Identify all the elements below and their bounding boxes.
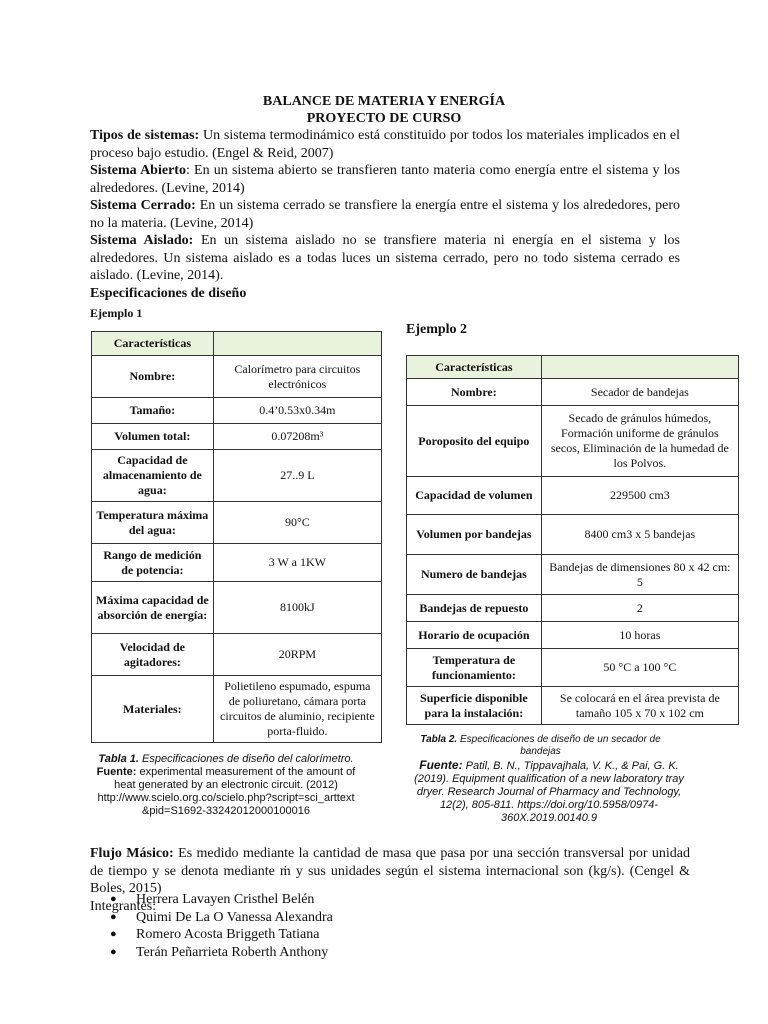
table-header-cell: Características [92,332,214,356]
document-title: BALANCE DE MATERIA Y ENERGÍA [262,94,506,109]
row-value: 3 W a 1KW [213,544,381,582]
table-row [407,687,739,725]
ejemplo1-heading: Ejemplo 1 [90,306,143,320]
def-abierto-text: : En un sistema abierto se transfieren tanto materia como energía entre el sistema y los alrededores. (Levine, 2014) [90,163,680,196]
row-key: Poroposito del equipo [407,406,542,477]
def-tipos-label: Tipos de sistemas: [90,128,200,143]
table-row [407,595,739,622]
fuente-label: Fuente: [96,766,137,778]
row-value: 8100kJ [213,582,381,634]
table-row [407,555,739,595]
row-key: Velocidad de agitadores: [92,634,214,676]
table-row [92,582,382,634]
row-value: 90°C [213,502,381,544]
row-value: Secado de gránulos húmedos, Formación uniforme de gránulos secos, Eliminación de la humedad de los Polvos. [541,406,738,477]
table-row [407,379,739,406]
caption-label: Tabla 1. [98,753,139,765]
row-key: Tamaño: [92,398,214,424]
table-row [92,424,382,450]
row-key: Materiales: [92,676,214,743]
flujo-text: Es medido mediante la cantidad de masa que pasa por una sección transversal por unidad de tiempo y se denota mediante ṁ y sus unidades según el sistema internacional son (kg/s). (Cengel & Boles, 2015) [90,846,690,896]
fuente-label: Fuente: [419,758,463,772]
row-value: 8400 cm3 x 5 bandejas [541,515,738,555]
row-key: Máxima capacidad de absorción de energía: [92,582,214,634]
row-key: Temperatura máxima del agua: [92,502,214,544]
table-header-cell: Características [407,356,542,379]
table-header-row [92,332,382,356]
row-value: Polietileno espumado, espuma de poliuretano, cámara porta circuitos de aluminio, recipiente porta-fluido. [213,676,381,743]
row-value: 0.07208m³ [213,424,381,450]
row-key: Numero de bandejas [407,555,542,595]
def-aislado-label: Sistema Aislado: [90,233,194,248]
table-row [407,406,739,477]
ejemplo2-table [406,355,739,725]
row-key: Capacidad de volumen [407,477,542,515]
row-value: 0.4’0.53x0.34m [213,398,381,424]
fuente-text: experimental measurement of the amount of heat generated by an electronic circuit. (2012) http://www.scielo.org.co/scielo.php?script=sci_arttext &pid=S1692-33242012000100016 [97,766,356,817]
row-value: 50 °C a 100 °C [541,649,738,687]
caption-label: Tabla 2. [420,734,458,745]
caption-text: Especificaciones de diseño del calorímetro. [138,753,354,765]
def-cerrado-text: En un sistema cerrado se transfiere la energía entre el sistema y los alrededores, pero no la materia. (Levine, 2014) [90,198,680,231]
row-value: 2 [541,595,738,622]
table-row [92,356,382,398]
flujo-label: Flujo Másico: [90,846,174,861]
table-row [407,622,739,649]
ejemplo1-table [91,331,382,743]
table-row [407,515,739,555]
def-cerrado-label: Sistema Cerrado: [90,198,196,213]
table-row [92,676,382,743]
definitions-block [90,127,680,302]
ejemplo1-caption [86,753,366,818]
document-subtitle: PROYECTO DE CURSO [306,111,462,126]
table-row [92,544,382,582]
row-key: Temperatura de funcionamiento: [407,649,542,687]
row-value: Secador de bandejas [541,379,738,406]
row-value: 27..9 L [213,450,381,502]
ejemplo2-fuente [404,759,694,825]
row-key: Volumen total: [92,424,214,450]
integrantes-label: Integrantes: [90,898,157,914]
def-aislado [90,232,680,285]
row-key: Horario de ocupación [407,622,542,649]
row-key: Rango de medición de potencia: [92,544,214,582]
table-row [92,634,382,676]
fuente-text: Patil, B. N., Tippavajhala, V. K., & Pai, G. K. (2019). Equipment qualification of a new laboratory tray dryer. Research Journal of Pharmacy and Technology, 12(2), 805-811. https://doi.org/10.5958/0974-360X.2019.00140.9 [414,760,684,824]
list-item: ● Romero Acosta Briggeth Tatiana [110,926,333,944]
section-heading-especificaciones: Especificaciones de diseño [90,285,247,301]
row-value: Se colocará en el área prevista de tamaño 105 x 70 x 102 cm [541,687,738,725]
def-aislado-text: En un sistema aislado no se transfiere materia ni energía en el sistema y los alrededores. Un sistema aislado es a todas luces un sistema cerrado, pero no todo sistema cerrado es aislado. (Levine, 2014). [90,233,680,283]
list-item: ● Terán Peñarrieta Roberth Anthony [110,944,333,962]
table-row [92,502,382,544]
table-header-row [407,356,739,379]
def-abierto-label: Sistema Abierto [90,163,186,178]
row-value: 229500 cm3 [541,477,738,515]
row-value: Calorímetro para circuitos electrónicos [213,356,381,398]
row-value: Bandejas de dimensiones 80 x 42 cm: 5 [541,555,738,595]
def-abierto [90,162,680,197]
row-key: Capacidad de almacenamiento de agua: [92,450,214,502]
ejemplo2-caption [408,734,673,758]
row-value: 20RPM [213,634,381,676]
table-row [92,450,382,502]
def-cerrado [90,197,680,232]
members-list [110,891,333,961]
row-key: Nombre: [407,379,542,406]
list-item: ● Herrera Lavayen Cristhel Belén [110,891,333,909]
row-key: Nombre: [92,356,214,398]
table-row [92,398,382,424]
def-tipos [90,127,680,162]
row-key: Bandejas de repuesto [407,595,542,622]
table-row [407,649,739,687]
row-key: Superficie disponible para la instalación: [407,687,542,725]
table-row [407,477,739,515]
row-value: 10 horas [541,622,738,649]
def-tipos-text: Un sistema termodinámico está constituido por todos los materiales implicados en el proceso bajo estudio. (Engel & Reid, 2007) [90,128,680,161]
row-key: Volumen por bandejas [407,515,542,555]
list-item: ● Quimi De La O Vanessa Alexandra [110,909,333,927]
ejemplo2-heading: Ejemplo 2 [406,322,468,337]
caption-text: Especificaciones de diseño de un secador de bandejas [457,734,661,757]
